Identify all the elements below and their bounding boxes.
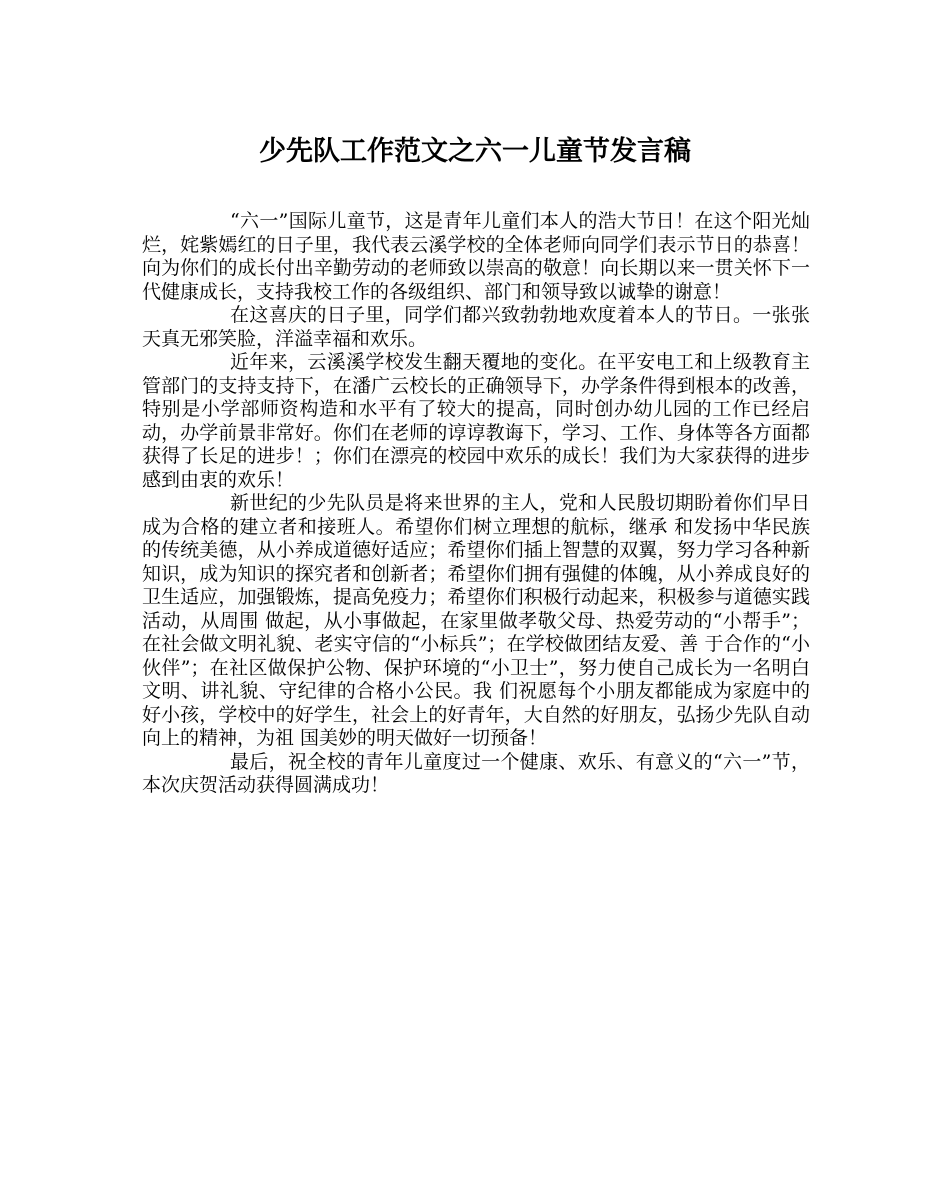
paragraph-celebration: 在这喜庆的日子里，同学们都兴致勃勃地欢度着本人的节日。一张张天真无邪笑脸，洋溢幸福和欢乐。: [142, 304, 810, 350]
paragraph-greeting: “六一”国际儿童节，这是青年儿童们本人的浩大节日！在这个阳光灿烂，姹紫嫣红的日子里，我代表云溪学校的全体老师向同学们表示节日的恭喜！向为你们的成长付出辛勤劳动的老师致以崇高的敬意！向长期以来一贯关怀下一代健康成长，支持我校工作的各级组织、部门和领导致以诚挚的谢意！: [142, 210, 810, 303]
document-body: [142, 210, 810, 798]
paragraph-closing: 最后，祝全校的青年儿童度过一个健康、欢乐、有意义的“六一”节，本次庆贺活动获得圆满成功！: [142, 750, 810, 796]
paragraph-hopes: 新世纪的少先队员是将来世界的主人，党和人民殷切期盼着你们早日成为合格的建立者和接班人。希望你们树立理想的航标，继承 和发扬中华民族的传统美德，从小养成道德好适应；希望你们插上智慧的双翼，努力学习各种新知识，成为知识的探究者和创新者；希望你们拥有强健的体魄，从小养成良好的卫生适应，加强锻炼，提高免疫力；希望你们积极行动起来，积极参与道德实践活动，从周围 做起，从小事做起，在家里做孝敬父母、热爱劳动的“小帮手”；在社会做文明礼貌、老实守信的“小标兵”；在学校做团结友爱、善 于合作的“小伙伴”；在社区做保护公物、保护环境的“小卫士”，努力使自己成长为一名明白文明、讲礼貌、守纪律的合格小公民。我 们祝愿每个小朋友都能成为家庭中的好小孩，学校中的好学生，社会上的好青年，大自然的好朋友，弘扬少先队自动向上的精神，为祖 国美妙的明天做好一切预备！: [142, 492, 810, 749]
document-title: 少先队工作范文之六一儿童节发言稿: [259, 136, 691, 167]
paragraph-school-progress: 近年来，云溪溪学校发生翻天覆地的变化。在平安电工和上级教育主管部门的支持支持下，在潘广云校长的正确领导下，办学条件得到根本的改善，特别是小学部师资构造和水平有了较大的提高，同时创办幼儿园的工作已经启动，办学前景非常好。你们在老师的谆谆教诲下，学习、工作、身体等各方面都获得了长足的进步！；你们在漂亮的校园中欢乐的成长！我们为大家获得的进步感到由衷的欢乐！: [142, 351, 810, 491]
